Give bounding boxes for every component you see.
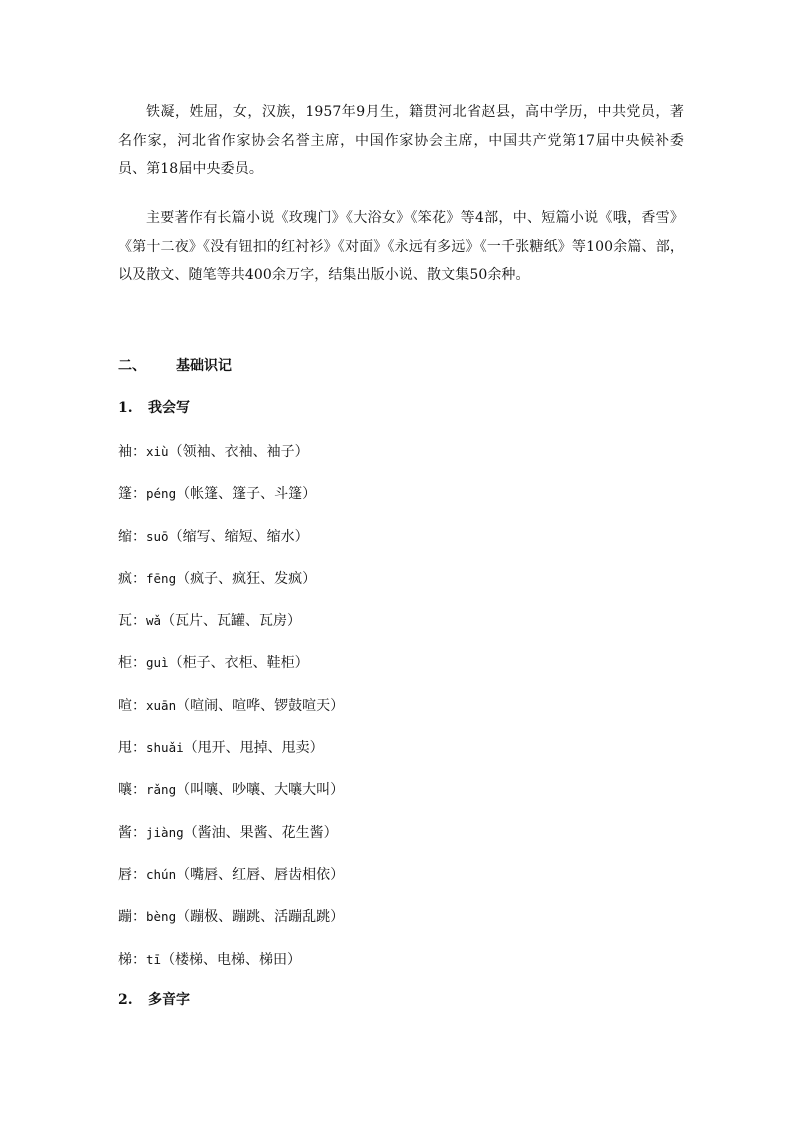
example-words: （甩开、甩掉、甩卖） xyxy=(183,740,324,757)
pinyin: guì xyxy=(146,655,169,671)
list-item: 瓦：wǎ（瓦片、瓦罐、瓦房） xyxy=(118,613,302,630)
example-words: （瓦片、瓦罐、瓦房） xyxy=(161,613,302,630)
pinyin: xuān xyxy=(146,697,177,713)
character: 嚷 xyxy=(118,782,132,799)
intro-paragraph-bio: 铁凝，姓屈，女，汉族，1957年9月生，籍贯河北省赵县，高中学历，中共党员，著名作家，河北省作家协会名誉主席，中国作家协会主席，中国共产党第17届中央候补委员、第18届中央委员。 xyxy=(118,104,684,177)
character: 梯 xyxy=(118,951,132,968)
character: 甩 xyxy=(118,740,132,757)
list-item: 喧：xuān（喧闹、喧哗、锣鼓喧天） xyxy=(118,697,345,714)
list-item: 梯：tī（楼梯、电梯、梯田） xyxy=(118,951,302,968)
subsection-heading-polyphonic xyxy=(118,988,190,1012)
character: 柜 xyxy=(118,655,132,672)
example-words: （帐篷、篷子、斗篷） xyxy=(176,486,317,503)
list-item: 袖：xiù（领袖、衣袖、袖子） xyxy=(118,444,309,460)
subsection-title: 多音字 xyxy=(148,992,190,1008)
subsection-number: 2. xyxy=(118,992,133,1008)
list-item: 酱：jiàng（酱油、果酱、花生酱） xyxy=(118,824,338,841)
example-words: （嘴唇、红唇、唇齿相依） xyxy=(176,866,345,883)
section-title: 基础识记 xyxy=(176,358,232,374)
list-item: 柜：guì（柜子、衣柜、鞋柜） xyxy=(118,655,309,672)
pinyin: shuǎi xyxy=(146,740,184,756)
pinyin: fēng xyxy=(146,570,177,586)
list-item: 缩：suō（缩写、缩短、缩水） xyxy=(118,528,309,545)
character: 唇 xyxy=(118,866,132,883)
character: 篷 xyxy=(118,486,132,503)
character: 袖 xyxy=(118,444,132,460)
pinyin: péng xyxy=(146,486,177,502)
example-words: （领袖、衣袖、袖子） xyxy=(168,444,309,460)
section-number: 二、 xyxy=(118,358,146,374)
pinyin: xiù xyxy=(146,444,169,459)
section-heading xyxy=(118,354,232,378)
list-item: 蹦：bèng（蹦极、蹦跳、活蹦乱跳） xyxy=(118,909,345,926)
character: 疯 xyxy=(118,570,132,587)
example-words: （楼梯、电梯、梯田） xyxy=(161,951,302,968)
pinyin: bèng xyxy=(146,909,177,925)
list-item: 疯：fēng（疯子、疯狂、发疯） xyxy=(118,570,317,587)
subsection-title: 我会写 xyxy=(148,400,190,416)
pinyin: jiàng xyxy=(146,824,184,840)
list-item: 唇：chún（嘴唇、红唇、唇齿相依） xyxy=(118,866,345,883)
character: 蹦 xyxy=(118,909,132,926)
example-words: （喧闹、喧哗、锣鼓喧天） xyxy=(176,697,345,714)
list-item: 甩：shuǎi（甩开、甩掉、甩卖） xyxy=(118,740,324,757)
pinyin: suō xyxy=(146,528,169,544)
intro-paragraph-works: 主要著作有长篇小说《玫瑰门》《大浴女》《笨花》等4部，中、短篇小说《哦，香雪》《第十二夜》《没有钮扣的红衬衫》《对面》《永远有多远》《一千张糖纸》等100余篇、部，以及散文、随笔等共400余万字，结集出版小说、散文集50余种。 xyxy=(118,210,684,283)
pinyin: tī xyxy=(146,951,162,967)
character-list xyxy=(118,440,678,990)
example-words: （缩写、缩短、缩水） xyxy=(168,528,309,545)
example-words: （酱油、果酱、花生酱） xyxy=(183,824,338,841)
character: 瓦 xyxy=(118,613,132,630)
pinyin: chún xyxy=(146,866,177,882)
list-item: 篷：péng（帐篷、篷子、斗篷） xyxy=(118,486,317,503)
example-words: （疯子、疯狂、发疯） xyxy=(176,570,317,587)
subsection-heading-write xyxy=(118,396,190,420)
example-words: （叫嚷、吵嚷、大嚷大叫） xyxy=(176,782,345,799)
character: 喧 xyxy=(118,697,132,714)
pinyin: rǎng xyxy=(146,782,177,798)
character: 缩 xyxy=(118,528,132,545)
pinyin: wǎ xyxy=(146,613,162,629)
subsection-number: 1. xyxy=(118,400,133,416)
list-item: 嚷：rǎng（叫嚷、吵嚷、大嚷大叫） xyxy=(118,782,345,799)
example-words: （蹦极、蹦跳、活蹦乱跳） xyxy=(176,909,345,926)
character: 酱 xyxy=(118,824,132,841)
example-words: （柜子、衣柜、鞋柜） xyxy=(168,655,309,672)
